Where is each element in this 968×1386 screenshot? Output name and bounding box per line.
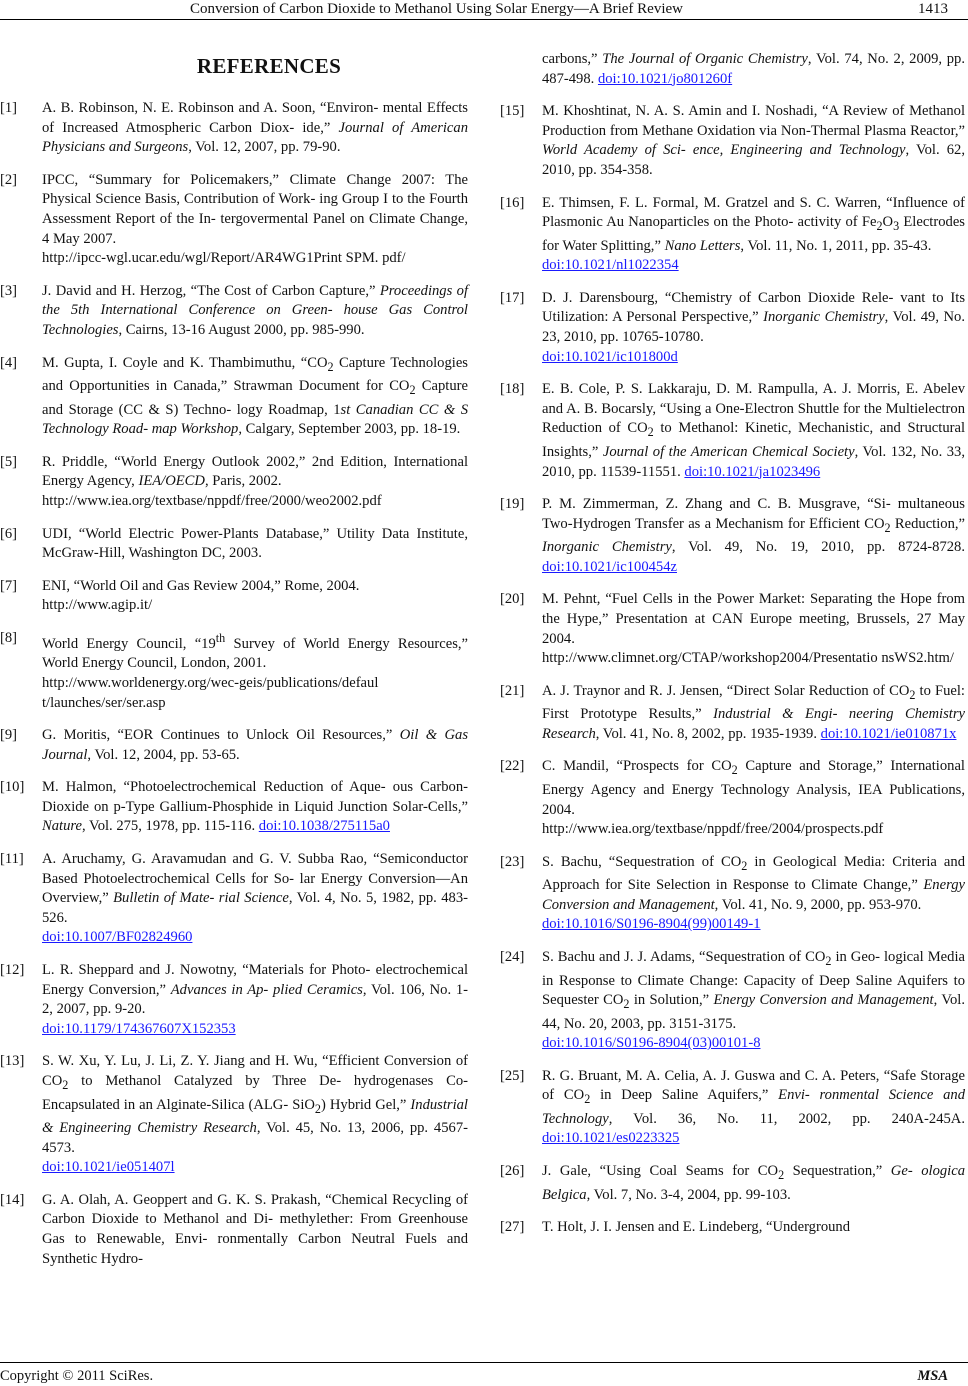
reference-text: A. J. Traynor and R. J. Jensen, “Direct Solar Reduction of $CO_2$ to Fuel: First Prototype Results,” Industrial & Engi- neering Chemistry Research, Vol. 41, No. 8, 2002, pp. 1935-1939. doi:10.1021/ie010871x xyxy=(542,682,966,742)
doi-link[interactable]: doi:10.1016/S0196-8904(99)00149-1 xyxy=(542,916,761,933)
reference-text: IPCC, “Summary for Policemakers,” Climate Change 2007: The Physical Science Basis, Contribution of Work- ing Group I to the Fourth Assessment Report of the In- tergovermental Panel on Climate Change, 4 May 2007. xyxy=(42,171,468,247)
reference-entry xyxy=(0,850,468,948)
reference-text: ENI, “World Oil and Gas Review 2004,” Rome, 2004. xyxy=(42,577,360,594)
reference-text: M. Khoshtinat, N. A. S. Amin and I. Noshadi, “A Review of Methanol Production from Methane Oxidation via Non-Thermal Plasma Reactor,” World Academy of Sci- ence, Engineering and Technology, Vol. 62, 2010, pp. 354-358. xyxy=(542,103,965,178)
header-rule xyxy=(0,19,968,20)
reference-entry xyxy=(500,682,965,745)
reference-entry xyxy=(0,1191,468,1269)
reference-entry xyxy=(0,726,468,765)
reference-text: E. Thimsen, F. L. Formal, M. Gratzel and S. C. Warren, “Influence of Plasmonic Au Nanoparticles on the Photo- activity of $Fe_2O_3$ Electrodes for Water Splitting,” Nano Letters, Vol. 11, No. 1, 2011, pp. 35-43. doi:10.1021/nl1022354 xyxy=(542,194,965,274)
reference-text: S. Bachu and J. J. Adams, “Sequestration of $CO_2$ in Geo- logical Media in Response to Climate Change: Capacity of Deep Saline Aquifers to Sequester $CO_2$ in Solution,” Energy Conversion and Management, Vol. 44, No. 20, 2003, pp. 3151-3175. doi:10.1016/S0196-8904(03)00101-8 xyxy=(542,949,965,1052)
reference-entry xyxy=(0,778,468,837)
reference-number: [9] xyxy=(0,727,18,744)
reference-entry xyxy=(500,853,965,935)
reference-text: M. Pehnt, “Fuel Cells in the Power Market: Separating the Hope from the Hype,” Presentation at CAN Europe meeting, Brussels, 27 May 2004. xyxy=(542,591,965,647)
footer-rule xyxy=(0,1362,968,1363)
reference-text: J. David and H. Herzog, “The Cost of Carbon Capture,” Proceedings of the 5th International Conference on Green- house Gas Control Technologies, Cairns, 13-16 August 2000, pp. 985-990. xyxy=(42,282,468,338)
reference-entry xyxy=(0,453,468,512)
reference-entry xyxy=(0,577,468,616)
reference-entry xyxy=(0,525,468,564)
reference-entry xyxy=(0,354,468,440)
page-number: 1413 xyxy=(918,1,948,17)
reference-text: J. Gale, “Using Coal Seams for $CO_2$ Sequestration,” Ge- ologica Belgica, Vol. 7, No. 3-4, 2004, pp. 99-103. xyxy=(542,1163,965,1203)
reference-entry xyxy=(0,1052,468,1177)
reference-entry xyxy=(500,289,965,367)
reference-entry xyxy=(500,380,965,482)
journal-abbrev: MSA xyxy=(917,1368,948,1384)
reference-number: [2] xyxy=(0,171,18,188)
doi-link[interactable]: doi:10.1021/ic100454z xyxy=(542,558,677,575)
reference-entry xyxy=(0,961,468,1039)
reference-text: carbons,” The Journal of Organic Chemistry, Vol. 74, No. 2, 2009, pp. 487-498. doi:10.1021/jo801260f xyxy=(542,51,965,87)
reference-text: World Energy Council, “19th Survey of World Energy Resources,” World Energy Council, London, 2001. xyxy=(42,630,468,672)
page-footer xyxy=(0,1362,968,1386)
running-header xyxy=(0,0,968,20)
reference-number: [17] xyxy=(500,289,525,306)
reference-number: [15] xyxy=(500,103,525,120)
doi-link[interactable]: doi:10.1179/174367607X152353 xyxy=(42,1020,236,1037)
reference-entry xyxy=(500,1218,965,1238)
reference-entry xyxy=(500,1067,965,1149)
reference-number: [16] xyxy=(500,194,525,211)
reference-text: G. Moritis, “EOR Continues to Unlock Oil Resources,” Oil & Gas Journal, Vol. 12, 2004, pp. 53-65. xyxy=(42,727,468,763)
reference-number: [20] xyxy=(500,591,525,608)
left-column xyxy=(0,48,468,1282)
reference-number: [1] xyxy=(0,100,18,116)
reference-number: [21] xyxy=(500,682,525,699)
doi-link[interactable]: doi:10.1021/ie010871x xyxy=(820,725,957,742)
reference-entry xyxy=(500,194,965,276)
reference-url[interactable]: http://www.agip.it/ xyxy=(42,597,153,614)
reference-text: G. A. Olah, A. Geoppert and G. K. S. Prakash, “Chemical Recycling of Carbon Dioxide to Methanol and Di- methylether: From Greenhouse Gas to Renewable, Envi- ronmentally Carbon Neutral Fuels and Synthetic Hydro- xyxy=(42,1191,468,1267)
reference-url[interactable]: http://www.iea.org/textbase/nppdf/free/2004/prospects.pdf xyxy=(542,821,884,838)
reference-number: [11] xyxy=(0,851,24,868)
reference-number: [6] xyxy=(0,525,18,542)
copyright-notice: Copyright © 2011 SciRes. xyxy=(0,1368,154,1384)
reference-entry xyxy=(500,102,965,180)
reference-text: L. R. Sheppard and J. Nowotny, “Materials for Photo- electrochemical Energy Conversion,” Advances in Ap- plied Ceramics, Vol. 106, No. 1-2, 2007, pp. 9-20. doi:10.1179/174367607X152353 xyxy=(42,962,468,1037)
doi-link[interactable]: doi:10.1007/BF02824960 xyxy=(42,929,193,946)
reference-entry xyxy=(500,757,965,839)
reference-number: [23] xyxy=(500,853,525,870)
reference-number: [13] xyxy=(0,1053,25,1070)
reference-url[interactable]: http://www.climnet.org/CTAP/workshop2004/Presentatio nsWS2.htm/ xyxy=(542,650,954,667)
reference-text: M. Gupta, I. Coyle and K. Thambimuthu, “$CO_2$ Capture Technologies and Opportunities in Canada,” Strawman Document for $CO_2$ Capture and Storage (CC & S) Techno- logy Roadmap, 1st Canadian CC & S Technology Road- map Workshop, Calgary, September 2003, pp. 18-19. xyxy=(42,354,469,438)
reference-number: [18] xyxy=(500,381,525,398)
right-column xyxy=(500,50,965,1251)
doi-link[interactable]: doi:10.1021/ie051407l xyxy=(42,1159,175,1176)
reference-number: [3] xyxy=(0,282,18,299)
reference-text: M. Halmon, “Photoelectrochemical Reduction of Aque- ous Carbon-Dioxide on p-Type Gallium-Phosphide in Liquid Junction Solar-Cells,” Nature, Vol. 275, 1978, pp. 115-116. doi:10.1038/275115a0 xyxy=(42,779,468,835)
reference-url[interactable]: http://www.iea.org/textbase/nppdf/free/2000/weo2002.pdf xyxy=(42,492,382,509)
reference-text: R. Priddle, “World Energy Outlook 2002,” 2nd Edition, International Energy Agency, IEA/OECD, Paris, 2002. xyxy=(42,453,468,490)
reference-number: [12] xyxy=(0,962,25,979)
reference-entry xyxy=(500,1162,965,1205)
reference-text: A. B. Robinson, N. E. Robinson and A. Soon, “Environ- mental Effects of Increased Atmospheric Carbon Diox- ide,” Journal of American Physicians and Surgeons, Vol. 12, 2007, pp. 79-90. xyxy=(42,100,468,156)
doi-link[interactable]: doi:10.1021/ja1023496 xyxy=(684,463,821,480)
reference-text: D. J. Darensbourg, “Chemistry of Carbon Dioxide Rele- vant to Its Utilization: A Personal Perspective,” Inorganic Chemistry, Vol. 49, No. 23, 2010, pp. 10765-10780. doi:10.1021/ic101800d xyxy=(542,289,965,365)
doi-link[interactable]: doi:10.1038/275115a0 xyxy=(258,818,390,835)
reference-text: S. W. Xu, Y. Lu, J. Li, Z. Y. Jiang and H. Wu, “Efficient Conversion of $CO_2$ to Methanol Catalyzed by Three De- hydrogenases Co-Encapsulated in an Alginate-Silica (ALG- SiO$_2$) Hybrid Gel,” Industrial & Engineering Chemistry Research, Vol. 45, No. 13, 2006, pp. 4567-4573. doi:10.1021/ie051407l xyxy=(42,1053,468,1176)
reference-text: A. Aruchamy, G. Aravamudan and G. V. Subba Rao, “Semiconductor Based Photoelectrochemical Cells for So- lar Energy Conversion—An Overview,” Bulletin of Mate- rial Science, Vol. 4, No. 5, 1982, pp. 483-526. doi:10.1007/BF02824960 xyxy=(42,851,468,946)
reference-number: [8] xyxy=(0,629,18,646)
reference-number: [10] xyxy=(0,779,25,796)
reference-number: [5] xyxy=(0,453,18,470)
doi-link[interactable]: doi:10.1016/S0196-8904(03)00101-8 xyxy=(542,1035,761,1052)
reference-continuation xyxy=(500,50,965,89)
reference-url[interactable]: http://ipcc-wgl.ucar.edu/wgl/Report/AR4WG1Print SPM. pdf/ xyxy=(42,250,406,267)
reference-number: [7] xyxy=(0,577,18,594)
reference-text: P. M. Zimmerman, Z. Zhang and C. B. Musgrave, “Si- multaneous Two-Hydrogen Transfer as a Mechanism for Efficient $CO_2$ Reduction,” Inorganic Chemistry, Vol. 49, No. 19, 2010, pp. 8724-8728. doi:10.1021/ic100454z xyxy=(542,496,966,575)
reference-number: [24] xyxy=(500,949,525,965)
reference-entry xyxy=(500,495,965,577)
reference-text: R. G. Bruant, M. A. Celia, A. J. Guswa and C. A. Peters, “Safe Storage of $CO_2$ in Deep Saline Aquifers,” Envi- ronmental Science and Technology, Vol. 36, No. 11, 2002, pp. 240A-245A. doi:10.1021/es0223325 xyxy=(542,1067,965,1147)
reference-number: [19] xyxy=(500,496,525,513)
reference-text: E. B. Cole, P. S. Lakkaraju, D. M. Rampulla, A. J. Morris, E. Abelev and A. B. Bocarsly, “Using a One-Electron Shuttle for the Multielectron Reduction of $CO_2$ to Methanol: Kinetic, Mechanistic, and Structural Insights,” Journal of the American Chemical Society, Vol. 132, No. 33, 2010, pp. 11539-11551. doi:10.1021/ja1023496 xyxy=(542,381,966,480)
reference-number: [26] xyxy=(500,1163,525,1180)
doi-link[interactable]: doi:10.1021/ic101800d xyxy=(542,348,678,365)
reference-number: [22] xyxy=(500,758,525,775)
reference-number: [27] xyxy=(500,1219,525,1236)
doi-link[interactable]: doi:10.1021/nl1022354 xyxy=(542,257,679,274)
reference-text: UDI, “World Electric Power-Plants Database,” Utility Data Institute, McGraw-Hill, Washington DC, 2003. xyxy=(42,525,468,562)
reference-text: C. Mandil, “Prospects for $CO_2$ Capture and Storage,” International Energy Agency and Energy Technology Analysis, IEA Publications, 2004. xyxy=(542,758,965,818)
reference-entry xyxy=(500,948,965,1054)
reference-number: [14] xyxy=(0,1191,25,1208)
running-title: Conversion of Carbon Dioxide to Methanol Using Solar Energy—A Brief Review xyxy=(190,1,683,17)
reference-entry xyxy=(0,99,468,158)
doi-link[interactable]: doi:10.1021/jo801260f xyxy=(597,70,733,87)
doi-link[interactable]: doi:10.1021/es0223325 xyxy=(542,1130,680,1147)
reference-url[interactable]: http://www.worldenergy.org/wec-geis/publications/defaul t/launches/ser/ser.asp xyxy=(42,674,379,711)
reference-entry xyxy=(500,590,965,668)
reference-text: T. Holt, J. I. Jensen and E. Lindeberg, “Underground xyxy=(542,1219,851,1236)
reference-entry xyxy=(0,629,468,713)
reference-number: [25] xyxy=(500,1067,525,1084)
reference-entry xyxy=(0,171,468,269)
reference-number: [4] xyxy=(0,354,18,371)
references-heading: REFERENCES xyxy=(196,54,342,78)
reference-entry xyxy=(0,282,468,341)
reference-text: S. Bachu, “Sequestration of $CO_2$ in Geological Media: Criteria and Approach for Site Selection in Response to Climate Change,” Energy Conversion and Management, Vol. 41, No. 9, 2000, pp. 953-970. doi:10.1016/S0196-8904(99)00149-1 xyxy=(542,853,965,933)
